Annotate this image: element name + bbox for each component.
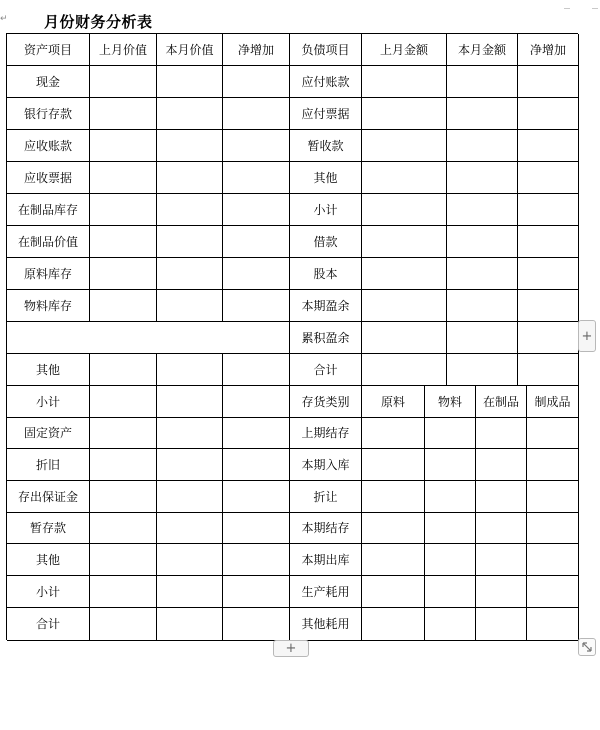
column-header: 净增加 <box>223 34 290 66</box>
liability-value-cell[interactable] <box>447 194 518 226</box>
inventory-value-cell[interactable] <box>425 513 476 544</box>
column-header: 负债项目 <box>290 34 362 66</box>
inventory-value-cell[interactable] <box>425 576 476 608</box>
asset-value-cell[interactable] <box>157 608 223 641</box>
document-title: 月份财务分析表 <box>44 13 153 31</box>
liability-value-cell[interactable] <box>518 130 579 162</box>
column-header: 上月价值 <box>90 34 157 66</box>
inventory-value-cell[interactable] <box>425 418 476 449</box>
asset-value-cell[interactable] <box>223 608 290 641</box>
inventory-value-cell[interactable] <box>527 481 579 513</box>
asset-value-cell[interactable] <box>157 98 223 130</box>
inventory-value-cell[interactable] <box>362 481 425 513</box>
asset-value-cell[interactable] <box>223 194 290 226</box>
liability-value-cell[interactable] <box>447 258 518 290</box>
inventory-value-cell[interactable] <box>362 576 425 608</box>
liability-item-label: 小计 <box>290 194 362 226</box>
asset-value-cell[interactable] <box>157 544 223 576</box>
asset-item-label: 在制品库存 <box>7 194 90 226</box>
liability-value-cell[interactable] <box>518 290 579 322</box>
asset-item-label: 原料库存 <box>7 258 90 290</box>
asset-item-label: 折旧 <box>7 449 90 481</box>
inventory-value-cell[interactable] <box>476 449 527 481</box>
inventory-header: 在制品 <box>476 386 527 418</box>
inventory-value-cell[interactable] <box>362 608 425 641</box>
asset-item-label: 暂存款 <box>7 513 90 544</box>
asset-value-cell[interactable] <box>157 226 223 258</box>
liability-value-cell[interactable] <box>362 322 447 354</box>
asset-item-label: 应收账款 <box>7 130 90 162</box>
inventory-value-cell[interactable] <box>527 418 579 449</box>
inventory-value-cell[interactable] <box>476 481 527 513</box>
inventory-value-cell[interactable] <box>362 418 425 449</box>
liability-value-cell[interactable] <box>447 130 518 162</box>
inventory-item-label: 其他耗用 <box>290 608 362 641</box>
inventory-value-cell[interactable] <box>476 544 527 576</box>
liability-value-cell[interactable] <box>447 354 518 386</box>
inventory-value-cell[interactable] <box>527 544 579 576</box>
inventory-value-cell[interactable] <box>425 544 476 576</box>
inventory-header: 原料 <box>362 386 425 418</box>
inventory-value-cell[interactable] <box>476 608 527 641</box>
inventory-value-cell[interactable] <box>425 449 476 481</box>
column-header: 本月金额 <box>447 34 518 66</box>
liability-value-cell[interactable] <box>518 354 579 386</box>
asset-value-cell[interactable] <box>157 354 223 386</box>
liability-value-cell[interactable] <box>447 226 518 258</box>
liability-item-label: 累积盈余 <box>290 322 362 354</box>
column-header: 资产项目 <box>7 34 90 66</box>
liability-item-label: 应付票据 <box>290 98 362 130</box>
liability-value-cell[interactable] <box>518 258 579 290</box>
asset-value-cell[interactable] <box>157 290 223 322</box>
column-header: 净增加 <box>518 34 579 66</box>
inventory-header: 制成品 <box>527 386 579 418</box>
liability-value-cell[interactable] <box>518 226 579 258</box>
asset-item-label: 其他 <box>7 354 90 386</box>
asset-value-cell[interactable] <box>157 449 223 481</box>
page-corner-mark <box>564 0 570 9</box>
asset-value-cell[interactable] <box>223 354 290 386</box>
inventory-item-label: 上期结存 <box>290 418 362 449</box>
liability-item-label: 合计 <box>290 354 362 386</box>
inventory-value-cell[interactable] <box>527 576 579 608</box>
liability-value-cell[interactable] <box>447 66 518 98</box>
inventory-item-label: 生产耗用 <box>290 576 362 608</box>
liability-item-label: 股本 <box>290 258 362 290</box>
paragraph-mark-icon: ↵ <box>0 14 8 24</box>
inventory-value-cell[interactable] <box>476 513 527 544</box>
inventory-value-cell[interactable] <box>527 449 579 481</box>
asset-item-label: 其他 <box>7 544 90 576</box>
inventory-value-cell[interactable] <box>362 513 425 544</box>
liability-value-cell[interactable] <box>518 194 579 226</box>
asset-value-cell[interactable] <box>223 386 290 418</box>
asset-value-cell[interactable] <box>157 513 223 544</box>
liability-value-cell[interactable] <box>518 322 579 354</box>
asset-value-cell[interactable] <box>90 130 157 162</box>
column-header: 上月金额 <box>362 34 447 66</box>
asset-value-cell[interactable] <box>90 226 157 258</box>
liability-value-cell[interactable] <box>447 162 518 194</box>
inventory-value-cell[interactable] <box>425 481 476 513</box>
asset-value-cell[interactable] <box>90 449 157 481</box>
asset-value-cell[interactable] <box>157 194 223 226</box>
asset-value-cell[interactable] <box>223 258 290 290</box>
asset-item-label: 小计 <box>7 576 90 608</box>
liability-value-cell[interactable] <box>518 66 579 98</box>
inventory-value-cell[interactable] <box>425 608 476 641</box>
asset-value-cell[interactable] <box>157 162 223 194</box>
asset-value-cell[interactable] <box>157 481 223 513</box>
asset-value-cell[interactable] <box>157 418 223 449</box>
asset-value-cell[interactable] <box>223 513 290 544</box>
asset-item-label: 物料库存 <box>7 290 90 322</box>
asset-value-cell[interactable] <box>90 98 157 130</box>
asset-item-label: 固定资产 <box>7 418 90 449</box>
inventory-item-label: 本期结存 <box>290 513 362 544</box>
merged-blank-cell[interactable] <box>7 322 290 354</box>
asset-item-label: 现金 <box>7 66 90 98</box>
asset-value-cell[interactable] <box>223 449 290 481</box>
liability-value-cell[interactable] <box>362 130 447 162</box>
liability-value-cell[interactable] <box>362 226 447 258</box>
inventory-item-label: 本期入库 <box>290 449 362 481</box>
liability-value-cell[interactable] <box>362 162 447 194</box>
asset-value-cell[interactable] <box>223 418 290 449</box>
asset-value-cell[interactable] <box>90 290 157 322</box>
inventory-item-label: 本期出库 <box>290 544 362 576</box>
asset-value-cell[interactable] <box>90 354 157 386</box>
inventory-value-cell[interactable] <box>527 608 579 641</box>
inventory-header: 物料 <box>425 386 476 418</box>
asset-value-cell[interactable] <box>90 418 157 449</box>
liability-value-cell[interactable] <box>362 98 447 130</box>
liability-value-cell[interactable] <box>447 322 518 354</box>
asset-value-cell[interactable] <box>223 226 290 258</box>
table-resize-handle[interactable] <box>578 638 596 656</box>
page-corner-mark <box>592 0 598 9</box>
liability-value-cell[interactable] <box>447 290 518 322</box>
asset-value-cell[interactable] <box>223 98 290 130</box>
asset-value-cell[interactable] <box>90 258 157 290</box>
asset-value-cell[interactable] <box>90 162 157 194</box>
asset-item-label: 小计 <box>7 386 90 418</box>
asset-value-cell[interactable] <box>90 513 157 544</box>
liability-value-cell[interactable] <box>362 354 447 386</box>
asset-value-cell[interactable] <box>223 290 290 322</box>
liability-item-label: 暂收款 <box>290 130 362 162</box>
inventory-value-cell[interactable] <box>362 544 425 576</box>
liability-item-label: 其他 <box>290 162 362 194</box>
asset-value-cell[interactable] <box>157 576 223 608</box>
add-row-button[interactable]: + <box>273 640 309 657</box>
liability-value-cell[interactable] <box>362 290 447 322</box>
asset-value-cell[interactable] <box>223 66 290 98</box>
asset-value-cell[interactable] <box>90 386 157 418</box>
asset-value-cell[interactable] <box>90 576 157 608</box>
asset-value-cell[interactable] <box>157 130 223 162</box>
add-column-button[interactable]: + <box>578 320 596 352</box>
asset-value-cell[interactable] <box>90 66 157 98</box>
liability-value-cell[interactable] <box>362 258 447 290</box>
asset-item-label: 合计 <box>7 608 90 641</box>
asset-value-cell[interactable] <box>223 544 290 576</box>
asset-item-label: 银行存款 <box>7 98 90 130</box>
inventory-header: 存货类别 <box>290 386 362 418</box>
liability-value-cell[interactable] <box>518 98 579 130</box>
financial-analysis-table <box>6 33 578 640</box>
asset-value-cell[interactable] <box>223 130 290 162</box>
liability-value-cell[interactable] <box>362 66 447 98</box>
inventory-value-cell[interactable] <box>362 449 425 481</box>
asset-item-label: 在制品价值 <box>7 226 90 258</box>
asset-value-cell[interactable] <box>223 481 290 513</box>
liability-value-cell[interactable] <box>518 162 579 194</box>
asset-value-cell[interactable] <box>157 258 223 290</box>
asset-value-cell[interactable] <box>90 194 157 226</box>
inventory-value-cell[interactable] <box>476 576 527 608</box>
liability-value-cell[interactable] <box>362 194 447 226</box>
liability-item-label: 应付账款 <box>290 66 362 98</box>
asset-item-label: 存出保证金 <box>7 481 90 513</box>
liability-item-label: 借款 <box>290 226 362 258</box>
inventory-value-cell[interactable] <box>476 418 527 449</box>
asset-value-cell[interactable] <box>90 544 157 576</box>
asset-value-cell[interactable] <box>223 162 290 194</box>
column-header: 本月价值 <box>157 34 223 66</box>
asset-value-cell[interactable] <box>223 576 290 608</box>
resize-icon <box>579 639 595 655</box>
liability-value-cell[interactable] <box>447 98 518 130</box>
inventory-item-label: 折让 <box>290 481 362 513</box>
inventory-value-cell[interactable] <box>527 513 579 544</box>
asset-value-cell[interactable] <box>90 481 157 513</box>
asset-value-cell[interactable] <box>157 386 223 418</box>
asset-value-cell[interactable] <box>157 66 223 98</box>
asset-item-label: 应收票据 <box>7 162 90 194</box>
asset-value-cell[interactable] <box>90 608 157 641</box>
liability-item-label: 本期盈余 <box>290 290 362 322</box>
